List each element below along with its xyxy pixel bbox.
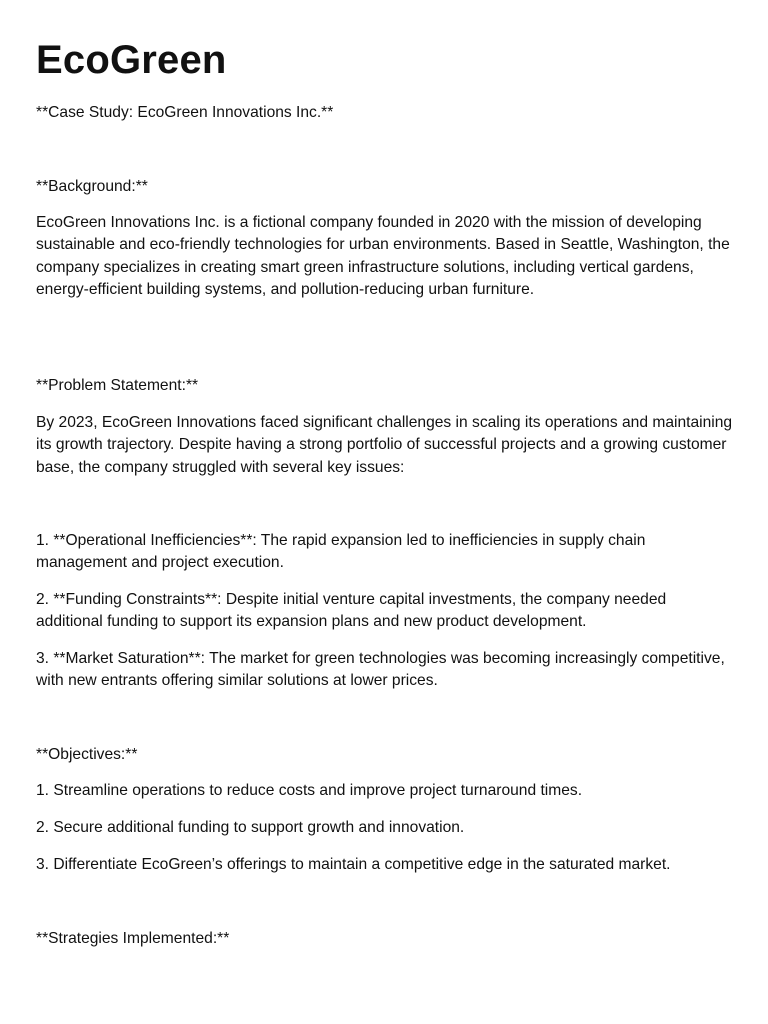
- objective-item: 3. Differentiate EcoGreen’s offerings to maintain a competitive edge in the saturated market.: [36, 856, 671, 873]
- objectives-heading: **Objectives:**: [36, 746, 138, 763]
- case-study-heading: **Case Study: EcoGreen Innovations Inc.**: [36, 104, 334, 121]
- problem-statement-paragraph: By 2023, EcoGreen Innovations faced significant challenges in scaling its operations and maintaining its growth trajectory. Despite having a strong portfolio of successful projects and a growing customer base, the company struggled with several key issues:: [36, 414, 733, 476]
- issue-item: 2. **Funding Constraints**: Despite initial venture capital investments, the company needed additional funding to support its expansion plans and new product development.: [36, 591, 667, 631]
- objective-item: 2. Secure additional funding to support growth and innovation.: [36, 819, 465, 836]
- strategies-heading: **Strategies Implemented:**: [36, 930, 230, 947]
- issue-item: 3. **Market Saturation**: The market for green technologies was becoming increasingly competitive, with new entrants offering similar solutions at lower prices.: [36, 650, 725, 690]
- document-title: EcoGreen: [36, 38, 227, 82]
- background-heading: **Background:**: [36, 178, 148, 195]
- problem-statement-heading: **Problem Statement:**: [36, 377, 199, 394]
- objective-item: 1. Streamline operations to reduce costs and improve project turnaround times.: [36, 782, 583, 799]
- background-paragraph: EcoGreen Innovations Inc. is a fictional company founded in 2020 with the mission of developing sustainable and eco-friendly technologies for urban environments. Based in Seattle, Washington, the company specializes in creating smart green infrastructure solutions, including vertical gardens, energy-efficient building systems, and pollution-reducing urban furniture.: [36, 214, 730, 298]
- issue-item: 1. **Operational Inefficiencies**: The rapid expansion led to inefficiencies in supply chain management and project execution.: [36, 532, 646, 572]
